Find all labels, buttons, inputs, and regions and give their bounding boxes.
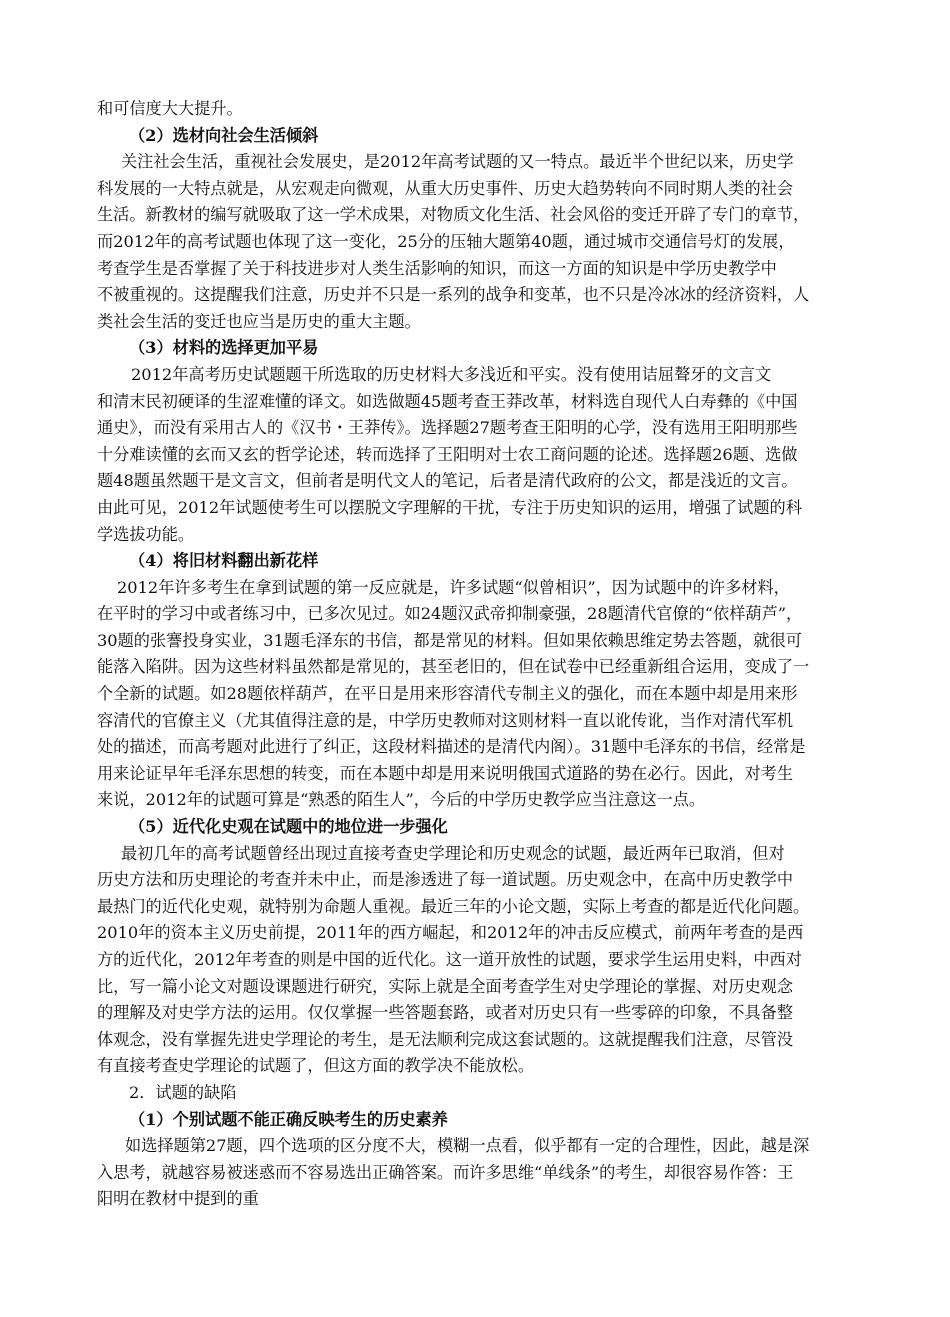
text-line: 的理解及对史学方法的运用。仅仅掌握一些答题套路，或者对历史只有一些零碎的印象，不具备整	[97, 1003, 794, 1023]
text-line: 比，写一篇小论文对题设课题进行研究，实际上就是全面考查学生对史学理论的掌握、对历史观念	[97, 976, 794, 996]
text-line: 处的描述，而高考题对此进行了纠正，这段材料描述的是清代内阁）。31题中毛泽东的书信，经常是	[97, 737, 806, 757]
part-heading-defects: 2．试题的缺陷	[129, 1082, 237, 1102]
paragraph-literacy	[97, 1133, 857, 1213]
text-line: 来说，2012年的试题可算是“熟悉的陌生人”，今后的中学历史教学应当注意这一点。	[97, 790, 706, 810]
paragraph-material-selection	[97, 362, 857, 548]
section-heading-old-material: （4）将旧材料翻出新花样	[129, 551, 319, 571]
section-heading-modernization: （5）近代化史观在试题中的地位进一步强化	[129, 817, 448, 837]
text-line: 最热门的近代化史观，就特别为命题人重视。最近三年的小论文题，实际上考查的都是近代化问题。	[97, 896, 810, 916]
text-line: 个全新的试题。如28题依样葫芦，在平日是用来形容清代专制主义的强化，而在本题中却是用来形	[97, 684, 798, 704]
text-line: 2012年许多考生在拿到试题的第一反应就是，许多试题“似曾相识”，因为试题中的许多材料，	[117, 577, 790, 597]
paragraph-social-life	[97, 149, 857, 335]
text-line: 考查学生是否掌握了关于科技进步对人类生活影响的知识，而这一方面的知识是中学历史教学中	[97, 258, 777, 278]
text-line: 通史》，而没有采用古人的《汉书・王莽传》。选择题27题考查王阳明的心学，没有选用王阳明那些	[97, 418, 798, 438]
text-line: 不被重视的。这提醒我们注意，历史并不只是一系列的战争和变革，也不只是冷冰冰的经济资料，人	[97, 285, 810, 305]
section-heading-social-life: （2）选材向社会生活倾斜	[129, 125, 319, 145]
text-line: 和清末民初硬译的生涩难懂的译文。如选做题45题考查王莽改革，材料选自现代人白寿彝的《中国	[97, 391, 798, 411]
text-line: 2010年的资本主义历史前提，2011年的西方崛起，和2012年的冲击反应模式，前两年考查的是西	[97, 923, 804, 943]
text-line: 和可信度大大提升。	[97, 99, 243, 118]
section-heading-literacy: （1）个别试题不能正确反映考生的历史素养	[129, 1109, 448, 1129]
text-line: 2012年高考历史试题题干所选取的历史材料大多浅近和平实。没有使用诘屈聱牙的文言文	[131, 364, 772, 384]
text-line: 科发展的一大特点就是，从宏观走向微观，从重大历史事件、历史大趋势转向不同时期人类的社会	[97, 178, 794, 198]
paragraph-old-material	[97, 575, 857, 814]
text-line: 学选拔功能。	[97, 524, 195, 544]
text-line: 阳明在教材中提到的重	[97, 1189, 259, 1209]
section-heading-material-selection: （3）材料的选择更加平易	[129, 338, 319, 358]
text-line: 体观念，没有掌握先进史学理论的考生，是无法顺利完成这套试题的。这就提醒我们注意，尽管没	[97, 1029, 794, 1049]
text-line: 十分难读懂的玄而又玄的哲学论述，转而选择了王阳明对士农工商问题的论述。选择题26题、选做	[97, 444, 798, 464]
text-line: 历史方法和历史理论的考查并未中止，而是渗透进了每一道试题。历史观念中，在高中历史教学中	[97, 870, 794, 890]
text-line: 题48题虽然题干是文言文，但前者是明代文人的笔记，后者是清代政府的公文，都是浅近的文言。	[97, 471, 798, 491]
text-line: 入思考，就越容易被迷惑而不容易选出正确答案。而许多思维“单线条”的考生，却很容易作答：王	[97, 1162, 794, 1182]
opening-line	[97, 96, 857, 123]
document-page	[97, 96, 857, 1213]
text-line: 而2012年的高考试题也体现了这一变化，25分的压轴大题第40题，通过城市交通信号灯的发展，	[97, 231, 795, 251]
text-line: 如选择题第27题，四个选项的区分度不大，模糊一点看，似乎都有一定的合理性，因此，越是深	[125, 1136, 810, 1156]
text-line: 用来论证早年毛泽东思想的转变，而在本题中却是用来说明俄国式道路的势在必行。因此，对考生	[97, 763, 794, 783]
text-line: 在平时的学习中或者练习中，已多次见过。如24题汉武帝抑制豪强，28题清代官僚的“依样葫芦”，	[97, 604, 803, 624]
text-line: 能落入陷阱。因为这些材料虽然都是常见的，甚至老旧的，但在试卷中已经重新组合运用，变成了一	[97, 657, 810, 677]
text-line: 方的近代化，2012年考查的则是中国的近代化。这一道开放性的试题，要求学生运用史料，中西对	[97, 950, 802, 969]
text-line: 关注社会生活，重视社会发展史，是2012年高考试题的又一特点。最近半个世纪以来，历史学	[121, 152, 794, 172]
text-line: 由此可见，2012年试题使考生可以摆脱文字理解的干扰，专注于历史知识的运用，增强了试题的科	[97, 497, 802, 517]
text-line: 类社会生活的变迁也应当是历史的重大主题。	[97, 311, 421, 331]
paragraph-modernization	[97, 841, 857, 1080]
text-line: 容清代的官僚主义（尤其值得注意的是，中学历史教师对这则材料一直以讹传讹，当作对清代军机	[97, 710, 794, 730]
text-line: 30题的张謇投身实业，31题毛泽东的书信，都是常见的材料。但如果依赖思维定势去答题，就很可	[97, 630, 802, 650]
text-line: 生活。新教材的编写就吸取了这一学术成果，对物质文化生活、社会风俗的变迁开辟了专门的章节，	[97, 205, 810, 225]
text-line: 有直接考查史学理论的试题了，但这方面的教学决不能放松。	[97, 1056, 535, 1076]
text-line: 最初几年的高考试题曾经出现过直接考查史学理论和历史观念的试题，最近两年已取消，但对	[121, 843, 785, 863]
